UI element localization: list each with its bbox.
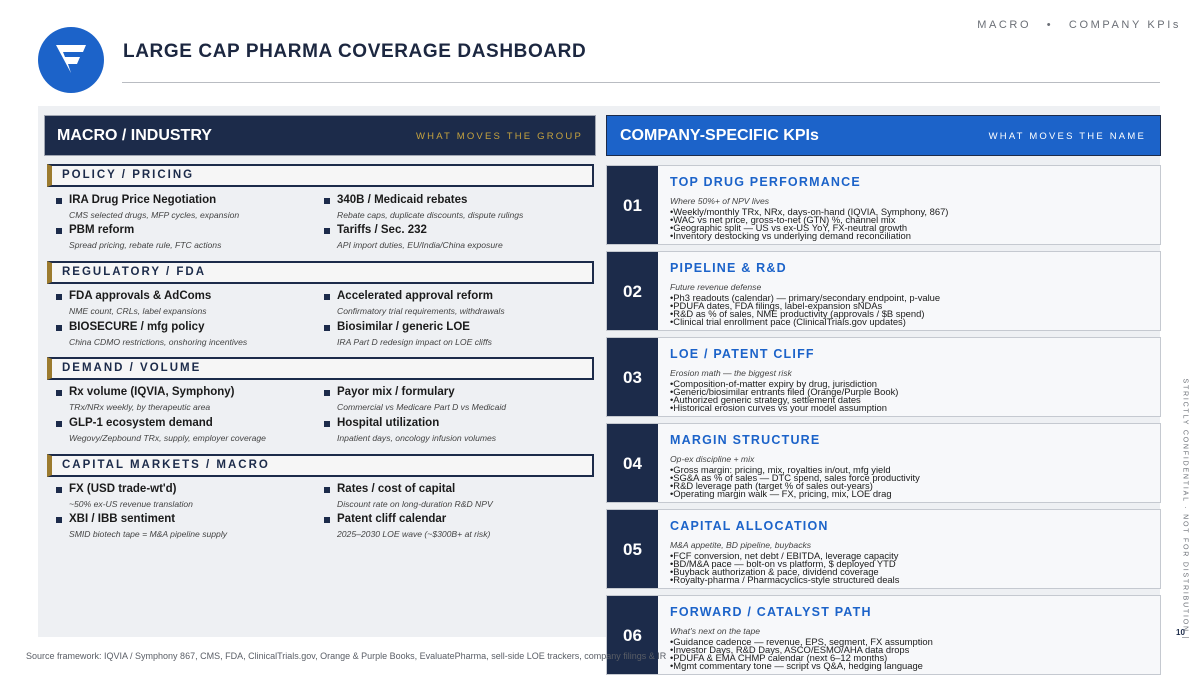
card-bullet: • Gross margin: pricing, mix, royalties in/out, mfg yield xyxy=(670,466,920,474)
card-bullets xyxy=(670,294,940,326)
section-title: CAPITAL MARKETS / MACRO xyxy=(62,459,270,471)
card-number-badge xyxy=(607,338,658,416)
card-bullet: • Guidance cadence — revenue, EPS, segment, FX assumption xyxy=(670,638,933,646)
card-bullet: • Generic/biosimilar entrants filed (Orange/Purple Book) xyxy=(670,388,898,396)
card-bullet: • PDUFA & EMA CHMP calendar (next 6–12 months) xyxy=(670,654,933,662)
bullet-square-icon xyxy=(324,325,330,331)
card-bullet: • PDUFA dates, FDA filings, label-expansion sNDAs xyxy=(670,302,940,310)
card-bullet: • SG&A as % of sales — DTC spend, sales force productivity xyxy=(670,474,920,482)
section-header-demand-volume xyxy=(47,357,594,380)
section-header-regulatory-fda xyxy=(47,261,594,284)
confidential-label xyxy=(1181,378,1189,641)
confidential-text: STRICTLY CONFIDENTIAL · NOT FOR DISTRIBUTION xyxy=(1181,378,1189,633)
bullet-square-icon xyxy=(56,294,62,300)
card-subtitle: Future revenue defense xyxy=(670,282,762,292)
item-description: CMS selected drugs, MFP cycles, expansion xyxy=(69,210,240,220)
card-bullet: • Buyback authorization & pace, dividend coverage xyxy=(670,568,899,576)
bullet-square-icon xyxy=(56,198,62,204)
section-title: REGULATORY / FDA xyxy=(62,266,207,278)
item-heading: Biosimilar / generic LOE xyxy=(337,321,470,333)
kpi-card-top-drug-performance xyxy=(606,165,1161,245)
card-bullet: • WAC vs net price, gross-to-net (GTN) %, channel mix xyxy=(670,216,948,224)
item-heading: Tariffs / Sec. 232 xyxy=(337,224,427,236)
item-description: ~50% ex-US revenue translation xyxy=(69,499,193,509)
card-bullet: • Weekly/monthly TRx, NRx, days-on-hand (IQVIA, Symphony, 867) xyxy=(670,208,948,216)
item-heading: GLP-1 ecosystem demand xyxy=(69,417,213,429)
card-bullets xyxy=(670,208,948,240)
kpi-card-loe-patent-cliff xyxy=(606,337,1161,417)
card-number: 04 xyxy=(623,454,642,473)
bullet-square-icon xyxy=(324,517,330,523)
source-footnote: Source framework: IQVIA / Symphony 867, CMS, FDA, ClinicalTrials.gov, Orange & Purple Books, EvaluatePharma, sell-side LOE trackers, company filings & IR xyxy=(26,651,666,661)
item-description: Spread pricing, rebate rule, FTC actions xyxy=(69,240,222,250)
card-number: 05 xyxy=(623,540,642,559)
brand-logo-icon xyxy=(38,27,104,93)
bullet-square-icon xyxy=(56,390,62,396)
company-kpis-title: COMPANY-SPECIFIC KPIs xyxy=(620,127,819,144)
card-bullets xyxy=(670,380,898,412)
kpi-card-capital-allocation xyxy=(606,509,1161,589)
item-description: Confirmatory trial requirements, withdrawals xyxy=(337,306,505,316)
item-heading: Hospital utilization xyxy=(337,417,440,429)
item-description: SMID biotech tape = M&A pipeline supply xyxy=(69,529,228,539)
item-heading: FX (USD trade-wt'd) xyxy=(69,483,177,495)
section-title: DEMAND / VOLUME xyxy=(62,362,202,374)
card-bullet: • Clinical trial enrollment pace (ClinicalTrials.gov updates) xyxy=(670,318,940,326)
bullet-square-icon xyxy=(56,228,62,234)
card-title: PIPELINE & R&D xyxy=(670,261,787,275)
nav-macro-link[interactable]: MACRO xyxy=(977,19,1032,31)
item-description: IRA Part D redesign impact on LOE cliffs xyxy=(337,337,492,347)
card-bullet: • R&D leverage path (target % of sales out-years) xyxy=(670,482,920,490)
item-description: Discount rate on long-duration R&D NPV xyxy=(337,499,493,509)
section-header-capital-markets xyxy=(47,454,594,477)
card-number-badge xyxy=(607,510,658,588)
item-description: 2025–2030 LOE wave (~$300B+ at risk) xyxy=(337,529,491,539)
macro-industry-subtitle: WHAT MOVES THE GROUP xyxy=(416,131,583,142)
bullet-square-icon xyxy=(56,517,62,523)
kpi-card-forward-catalyst-path xyxy=(606,595,1161,675)
card-bullet: • Composition-of-matter expiry by drug, jurisdiction xyxy=(670,380,898,388)
card-bullet: • R&D as % of sales, NME productivity (approvals / $B spend) xyxy=(670,310,940,318)
item-heading: Rx volume (IQVIA, Symphony) xyxy=(69,386,235,398)
card-number-badge xyxy=(607,252,658,330)
card-subtitle: Op-ex discipline + mix xyxy=(670,454,755,464)
bullet-square-icon xyxy=(324,487,330,493)
bullet-square-icon xyxy=(324,421,330,427)
macro-industry-header xyxy=(44,115,596,156)
card-bullet: • Geographic split — US vs ex-US YoY, FX-neutral growth xyxy=(670,224,948,232)
item-heading: PBM reform xyxy=(69,224,135,236)
card-bullets xyxy=(670,552,899,584)
card-subtitle: M&A appetite, BD pipeline, buybacks xyxy=(670,540,812,550)
card-bullet: • Historical erosion curves vs your model assumption xyxy=(670,404,898,412)
item-heading: 340B / Medicaid rebates xyxy=(337,194,468,206)
macro-industry-title: MACRO / INDUSTRY xyxy=(57,127,212,144)
card-title: MARGIN STRUCTURE xyxy=(670,433,821,447)
card-number: 03 xyxy=(623,368,642,387)
bullet-square-icon xyxy=(324,198,330,204)
card-number-badge xyxy=(607,424,658,502)
company-kpis-header xyxy=(606,115,1161,156)
card-bullet: • Operating margin walk — FX, pricing, mix, LOE drag xyxy=(670,490,920,498)
card-bullet: • Authorized generic strategy, settlement dates xyxy=(670,396,898,404)
top-nav xyxy=(977,19,1181,31)
item-heading: Payor mix / formulary xyxy=(337,386,455,398)
card-subtitle: Erosion math — the biggest risk xyxy=(670,368,792,378)
kpi-card-margin-structure xyxy=(606,423,1161,503)
card-number: 06 xyxy=(623,626,642,645)
bullet-square-icon xyxy=(324,228,330,234)
item-description: Rebate caps, duplicate discounts, dispute rulings xyxy=(337,210,524,220)
card-bullet: • FCF conversion, net debt / EBITDA, leverage capacity xyxy=(670,552,899,560)
item-description: Inpatient days, oncology infusion volumes xyxy=(337,433,497,443)
nav-company-kpis-link[interactable]: COMPANY KPIs xyxy=(1068,19,1181,31)
card-number: 02 xyxy=(623,282,642,301)
kpi-card-pipeline-rd xyxy=(606,251,1161,331)
item-heading: XBI / IBB sentiment xyxy=(69,513,176,525)
bullet-square-icon xyxy=(324,390,330,396)
card-bullet: • Mgmt commentary tone — script vs Q&A, hedging language xyxy=(670,662,933,670)
item-description: Commercial vs Medicare Part D vs Medicaid xyxy=(337,402,507,412)
section-title: POLICY / PRICING xyxy=(62,169,195,181)
card-bullet: • BD/M&A pace — bolt-on vs platform, $ deployed YTD xyxy=(670,560,899,568)
bullet-square-icon xyxy=(56,487,62,493)
card-bullet: • Royalty-pharma / Pharmacyclics-style structured deals xyxy=(670,576,899,584)
nav-separator: • xyxy=(1046,19,1054,31)
card-subtitle: Where 50%+ of NPV lives xyxy=(670,196,770,206)
card-bullet: • Investor Days, R&D Days, ASCO/ESMO/AHA data drops xyxy=(670,646,933,654)
card-title: FORWARD / CATALYST PATH xyxy=(670,605,872,619)
card-bullets xyxy=(670,466,920,498)
page-title: LARGE CAP PHARMA COVERAGE DASHBOARD xyxy=(123,41,587,62)
confidential-separator: | xyxy=(1181,636,1189,641)
page-number: 10 xyxy=(1176,628,1185,637)
bullet-square-icon xyxy=(324,294,330,300)
item-heading: Accelerated approval reform xyxy=(337,290,493,302)
card-bullet: • Inventory destocking vs underlying demand reconciliation xyxy=(670,232,948,240)
bullet-square-icon xyxy=(56,325,62,331)
item-description: API import duties, EU/India/China exposure xyxy=(337,240,503,250)
card-subtitle: What's next on the tape xyxy=(670,626,761,636)
card-number: 01 xyxy=(623,196,642,215)
bullet-square-icon xyxy=(56,421,62,427)
item-description: NME count, CRLs, label expansions xyxy=(69,306,207,316)
section-header-policy-pricing xyxy=(47,164,594,187)
card-bullet: • Ph3 readouts (calendar) — primary/secondary endpoint, p-value xyxy=(670,294,940,302)
item-heading: Rates / cost of capital xyxy=(337,483,456,495)
item-heading: BIOSECURE / mfg policy xyxy=(69,321,205,333)
item-description: China CDMO restrictions, onshoring incentives xyxy=(69,337,248,347)
card-bullets xyxy=(670,638,933,670)
company-kpis-subtitle: WHAT MOVES THE NAME xyxy=(988,131,1146,142)
item-heading: Patent cliff calendar xyxy=(337,513,447,525)
card-title: CAPITAL ALLOCATION xyxy=(670,519,829,533)
card-number-badge xyxy=(607,166,658,244)
item-heading: IRA Drug Price Negotiation xyxy=(69,194,217,206)
header-divider xyxy=(122,82,1160,83)
card-title: LOE / PATENT CLIFF xyxy=(670,347,815,361)
card-number-badge xyxy=(607,596,658,674)
item-description: TRx/NRx weekly, by therapeutic area xyxy=(69,402,211,412)
item-description: Wegovy/Zepbound TRx, supply, employer coverage xyxy=(69,433,266,443)
item-heading: FDA approvals & AdComs xyxy=(69,290,212,302)
card-title: TOP DRUG PERFORMANCE xyxy=(670,175,861,189)
